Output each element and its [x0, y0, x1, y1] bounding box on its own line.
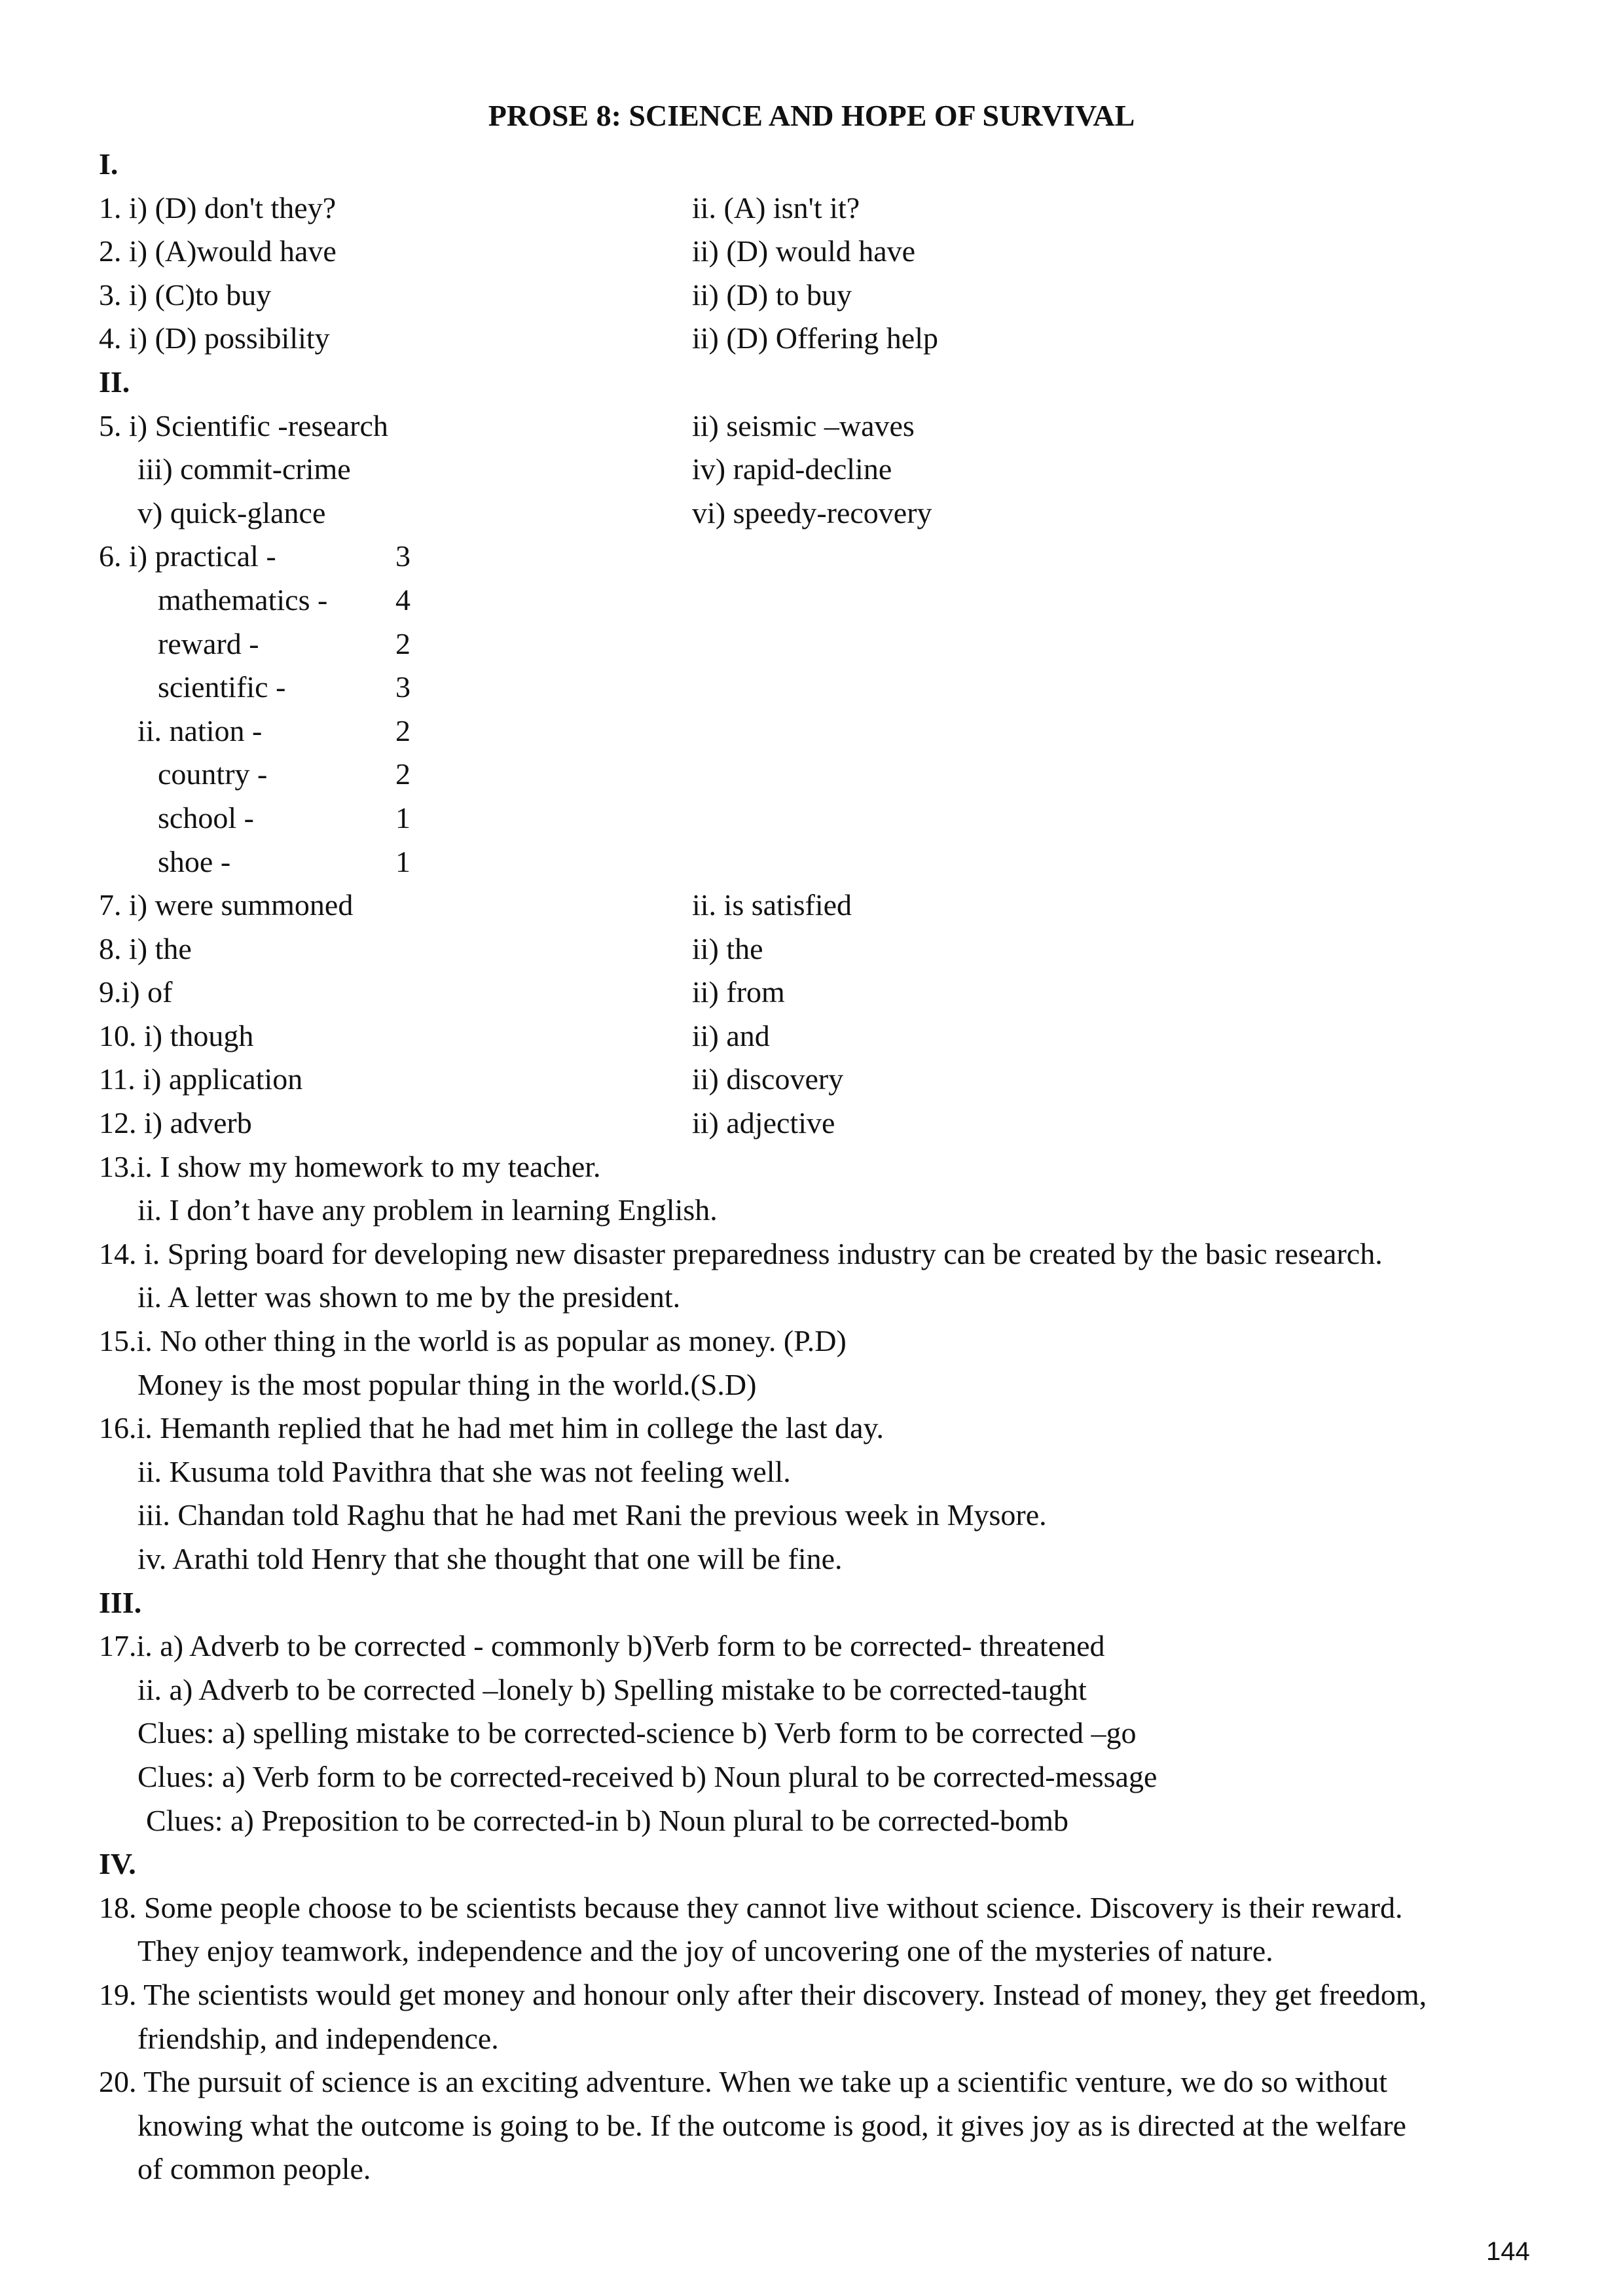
answer-text-right: vi) speedy-recovery [692, 495, 932, 529]
answer-row [99, 1886, 1558, 1930]
answer-text: 3. i) (C)to buy [99, 278, 272, 312]
answer-row [99, 448, 1558, 492]
answer-text: Money is the most popular thing in the world.(S.D) [137, 1367, 757, 1401]
answer-row [99, 797, 1558, 840]
answer-row [99, 2104, 1558, 2148]
syllable-count: 1 [395, 844, 410, 878]
section-heading-row [99, 1842, 1558, 1886]
answer-text: 13.i. I show my homework to my teacher. [99, 1149, 601, 1183]
answer-text-right: ii) discovery [692, 1062, 844, 1096]
syllable-count: 1 [395, 800, 410, 834]
page-number: 144 [1486, 2237, 1530, 2266]
answer-text: Clues: a) spelling mistake to be corrected-science b) Verb form to be corrected –go [137, 1716, 1137, 1750]
answer-text: scientific - [158, 670, 286, 704]
answer-text-right: ii) (D) would have [692, 234, 916, 268]
answer-text: Clues: a) Preposition to be corrected-in b) Noun plural to be corrected-bomb [146, 1803, 1068, 1837]
answer-text: Clues: a) Verb form to be corrected-received b) Noun plural to be corrected-message [137, 1759, 1158, 1793]
answer-key-body [99, 143, 1558, 2191]
answer-text-right: ii) (D) Offering help [692, 321, 938, 355]
answer-row [99, 1014, 1558, 1058]
answer-text: 15.i. No other thing in the world is as popular as money. (P.D) [99, 1324, 847, 1358]
section-heading-row [99, 1581, 1558, 1625]
syllable-count: 2 [395, 757, 410, 791]
answer-text-right: ii) from [692, 975, 785, 1009]
answer-text: reward - [158, 626, 259, 660]
answer-text-right: ii. is satisfied [692, 888, 852, 922]
answer-text: iii. Chandan told Raghu that he had met Rani the previous week in Mysore. [137, 1498, 1047, 1532]
answer-row [99, 622, 1558, 666]
answer-text: knowing what the outcome is going to be. If the outcome is good, it gives joy as is directed at the welfare [137, 2108, 1406, 2142]
answer-text: They enjoy teamwork, independence and the joy of uncovering one of the mysteries of nature. [137, 1934, 1273, 1968]
answer-row [99, 927, 1558, 971]
answer-text: 10. i) though [99, 1018, 254, 1052]
answer-row [99, 1189, 1558, 1232]
answer-row [99, 535, 1558, 579]
answer-text-right: ii) seismic –waves [692, 408, 915, 442]
answer-row [99, 1799, 1558, 1843]
answer-row [99, 971, 1558, 1014]
answer-row [99, 753, 1558, 797]
answer-row [99, 666, 1558, 709]
answer-text: 2. i) (A)would have [99, 234, 337, 268]
answer-row [99, 1712, 1558, 1755]
answer-text: 4. i) (D) possibility [99, 321, 330, 355]
answer-text: 12. i) adverb [99, 1106, 252, 1140]
answer-row [99, 1319, 1558, 1363]
answer-text: school - [158, 800, 254, 834]
answer-text-right: ii) and [692, 1018, 770, 1052]
answer-text: 8. i) the [99, 931, 192, 965]
answer-text: 9.i) of [99, 975, 173, 1009]
section-heading: II. [99, 365, 130, 399]
answer-text: 1. i) (D) don't they? [99, 190, 337, 224]
answer-text: 19. The scientists would get money and honour only after their discovery. Instead of money, they get freedom, [99, 1977, 1427, 2011]
answer-row [99, 1363, 1558, 1407]
answer-row [99, 1058, 1558, 1102]
answer-text: mathematics - [158, 583, 328, 617]
answer-text: friendship, and independence. [137, 2021, 499, 2055]
answer-text: ii. a) Adverb to be corrected –lonely b) Spelling mistake to be corrected-taught [137, 1672, 1087, 1706]
answer-row [99, 1102, 1558, 1145]
answer-text-right: ii) the [692, 931, 763, 965]
answer-row [99, 1537, 1558, 1581]
page-title: PROSE 8: SCIENCE AND HOPE OF SURVIVAL [488, 99, 1135, 132]
syllable-count: 4 [395, 583, 410, 617]
answer-text: iv. Arathi told Henry that she thought that one will be fine. [137, 1542, 843, 1575]
section-heading: I. [99, 147, 119, 181]
answer-row [99, 1668, 1558, 1712]
answer-row [99, 1973, 1558, 2017]
syllable-count: 2 [395, 713, 410, 747]
answer-row [99, 1232, 1558, 1276]
answer-row [99, 1145, 1558, 1189]
answer-row [99, 492, 1558, 535]
answer-text: 5. i) Scientific -research [99, 408, 388, 442]
answer-row [99, 1624, 1558, 1668]
answer-row [99, 187, 1558, 230]
answer-row [99, 317, 1558, 361]
answer-row [99, 1494, 1558, 1537]
answer-row [99, 1929, 1558, 1973]
answer-row [99, 230, 1558, 274]
answer-row [99, 2060, 1558, 2104]
answer-text: 14. i. Spring board for developing new disaster preparedness industry can be created by the basic research. [99, 1236, 1383, 1270]
answer-row [99, 274, 1558, 317]
answer-text: 20. The pursuit of science is an exciting adventure. When we take up a scientific venture, we do so without [99, 2065, 1388, 2099]
answer-row [99, 2017, 1558, 2061]
syllable-count: 2 [395, 626, 410, 660]
answer-text-right: ii) adjective [692, 1106, 835, 1140]
answer-row [99, 840, 1558, 884]
answer-text: of common people. [137, 2152, 371, 2186]
answer-row [99, 2147, 1558, 2191]
section-heading-row [99, 361, 1558, 404]
answer-row [99, 1276, 1558, 1319]
answer-text: 6. i) practical - [99, 539, 276, 573]
answer-text-right: iv) rapid-decline [692, 452, 892, 486]
answer-row [99, 579, 1558, 622]
answer-row [99, 1407, 1558, 1450]
syllable-count: 3 [395, 670, 410, 704]
section-heading-row [99, 143, 1558, 187]
answer-row [99, 1755, 1558, 1799]
answer-text: ii. nation - [137, 713, 263, 747]
section-heading: IV. [99, 1847, 136, 1881]
answer-row [99, 709, 1558, 753]
answer-text: 7. i) were summoned [99, 888, 354, 922]
answer-text: country - [158, 757, 268, 791]
answer-text: 17.i. a) Adverb to be corrected - commonly b)Verb form to be corrected- threatened [99, 1629, 1105, 1663]
answer-text-right: ii) (D) to buy [692, 278, 852, 312]
answer-text: 16.i. Hemanth replied that he had met him in college the last day. [99, 1411, 884, 1445]
answer-text: ii. A letter was shown to me by the president. [137, 1280, 681, 1314]
answer-text: ii. I don’t have any problem in learning English. [137, 1193, 718, 1227]
answer-text-right: ii. (A) isn't it? [692, 190, 860, 224]
answer-text: v) quick-glance [137, 495, 326, 529]
answer-row [99, 404, 1558, 448]
answer-text: iii) commit-crime [137, 452, 351, 486]
syllable-count: 3 [395, 539, 410, 573]
section-heading: III. [99, 1585, 142, 1619]
answer-text: 18. Some people choose to be scientists because they cannot live without science. Discovery is their reward. [99, 1890, 1403, 1924]
answer-text: shoe - [158, 844, 231, 878]
answer-row [99, 1450, 1558, 1494]
answer-text: ii. Kusuma told Pavithra that she was not feeling well. [137, 1454, 791, 1488]
answer-row [99, 884, 1558, 927]
answer-text: 11. i) application [99, 1062, 303, 1096]
